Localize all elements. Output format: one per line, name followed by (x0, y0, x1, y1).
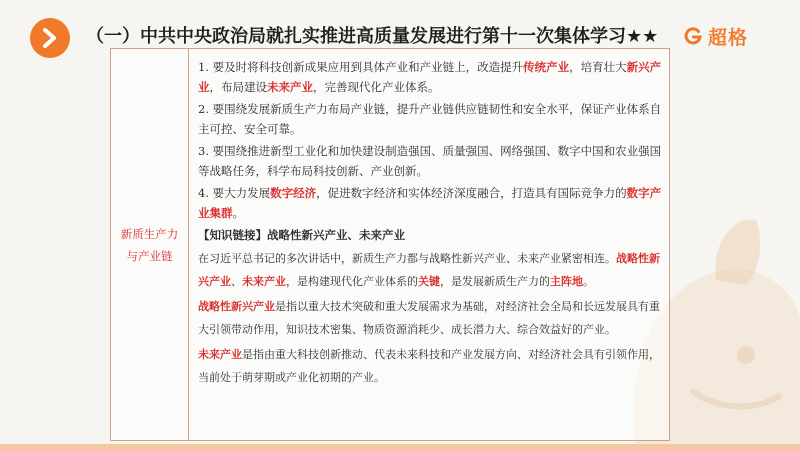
page-title: （一）中共中央政治局就扎实推进高质量发展进行第十一次集体学习★★ (86, 26, 659, 47)
highlight-term: 战略性新兴产业 (198, 252, 660, 288)
note-3 (198, 343, 662, 389)
highlight-term: 主阵地 (550, 275, 583, 288)
chevron-right-icon[interactable] (30, 18, 70, 58)
content-table (110, 48, 670, 441)
text-segment: 在习近平总书记的多次讲话中，新质生产力都与战略性新兴产业、未来产业紧密相连。 (198, 252, 616, 265)
text-segment: 4. 要大力发展 (198, 186, 271, 200)
text-segment: ，培育壮大 (569, 60, 627, 74)
highlight-term: 数字产业集群 (198, 186, 662, 220)
point-2: 2. 要围绕发展新质生产力布局产业链，提升产业链供应链韧性和安全水平，保证产业体系自主可控、安全可靠。 (198, 102, 662, 136)
brand-name: 超格 (708, 26, 749, 49)
row-label: 新质生产力与产业链 (120, 226, 179, 263)
text-segment: 。 (232, 206, 244, 220)
table-row-header (111, 49, 189, 440)
highlight-term: 关键 (418, 275, 440, 288)
point-3: 3. 要围绕推进新型工业化和加快建设制造强国、质量强国、网络强国、数字中国和农业强国等战略任务，科学布局科技创新、产业创新。 (198, 144, 662, 178)
text-segment: ，布局建设 (209, 80, 267, 94)
note-1 (198, 247, 662, 293)
table-content (189, 49, 669, 440)
point-4 (198, 183, 662, 223)
highlight-term: 未来产业 (242, 275, 286, 288)
g-logo-icon (683, 26, 703, 46)
brand-logo (683, 22, 748, 50)
highlight-term: 数字经济 (270, 186, 317, 200)
highlight-term: 新兴产业 (198, 60, 662, 94)
text-segment: ，促进数字经济和实体经济深度融合，打造具有国际竞争力的 (316, 186, 627, 200)
point-1 (198, 57, 662, 97)
text-segment: ，完善现代化产业体系。 (313, 80, 440, 94)
text-segment: 。 (583, 275, 594, 288)
highlight-term: 未来产业 (198, 348, 242, 361)
text-segment: 是指以重大技术突破和重大发展需求为基础，对经济社会全局和长远发展具有重大引领带动作用，知识技术密集、物质资源消耗少、成长潜力大、综合效益好的产业。 (198, 300, 660, 336)
note-2 (198, 295, 662, 341)
text-segment: 1. 要及时将科技创新成果应用到具体产业和产业链上，改造提升 (198, 60, 524, 74)
text-segment: 是指由重大科技创新推动、代表未来科技和产业发展方向、对经济社会具有引领作用，当前处于萌芽期或产业化初期的产业。 (198, 348, 660, 384)
highlight-term: 战略性新兴产业 (198, 300, 275, 313)
knowledge-link-heading: 【知识链接】战略性新兴产业、未来产业 (198, 228, 405, 242)
footer-strip (0, 444, 800, 450)
text-segment: 、 (231, 275, 242, 288)
text-segment: ，是发展新质生产力的 (440, 275, 550, 288)
highlight-term: 传统产业 (523, 60, 570, 74)
highlight-term: 未来产业 (267, 80, 313, 94)
text-segment: ，是构建现代化产业体系的 (286, 275, 418, 288)
